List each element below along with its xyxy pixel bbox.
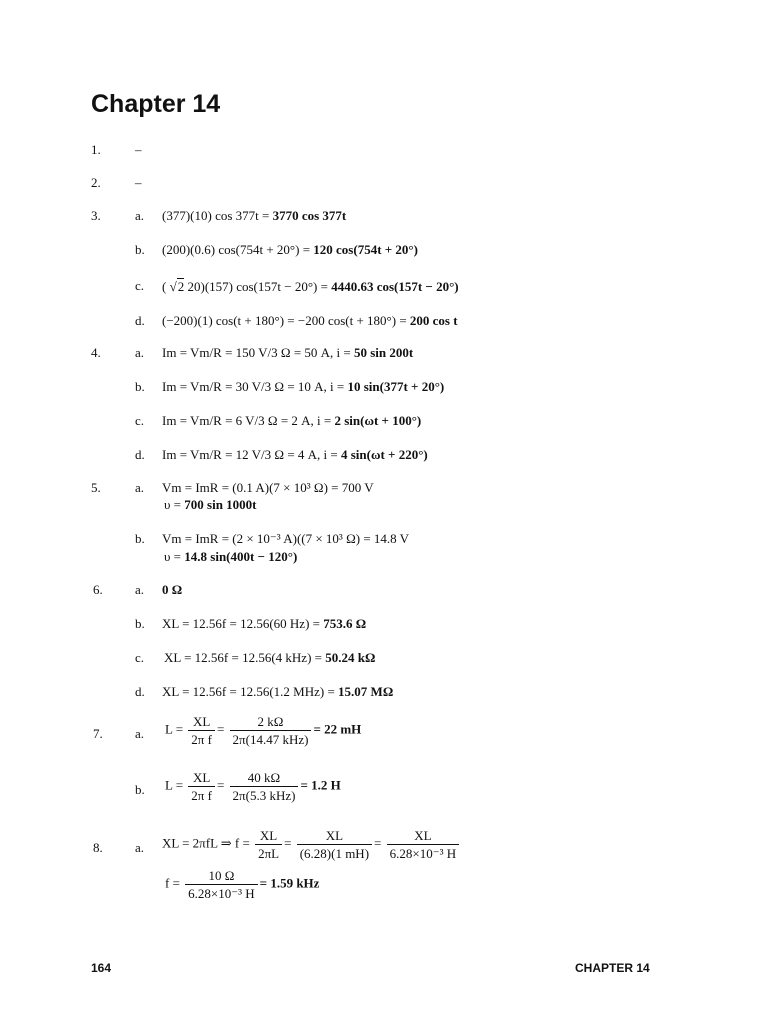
part-letter: d. xyxy=(135,447,145,462)
equation: Im = Vm/R = 150 V/3 Ω = 50 A, i = 50 sin 200t xyxy=(162,345,414,360)
part-letter: b. xyxy=(135,379,145,394)
problem-number: 1. xyxy=(91,142,101,157)
problem-number: 4. xyxy=(91,345,101,360)
equation: υ = 700 sin 1000t xyxy=(164,497,257,512)
part-letter: b. xyxy=(135,531,145,546)
part-letter: b. xyxy=(135,242,145,257)
problem-8a-equation: XL = 2πfL ⇒ f = $\frac{XL}{2\pi L}$ = $\frac{XL}{(6.28)(1 mH)}$ = $\frac{XL}{\text{6.28×10⁻³ H}}$ xyxy=(162,828,461,861)
part-letter: a. xyxy=(135,726,145,741)
part-letter: c. xyxy=(135,278,145,293)
equation: (200)(0.6) cos(754t + 20°) = 120 cos(754t + 20°) xyxy=(162,242,418,257)
part-letter: a. xyxy=(135,345,145,360)
part-letter: a. xyxy=(135,480,145,495)
equation: Vm = ImR = (0.1 A)(7 × 10³ Ω) = 700 V xyxy=(162,480,374,495)
part-letter: b. xyxy=(135,616,145,631)
equation: XL = 12.56f = 12.56(60 Hz) = 753.6 Ω xyxy=(162,616,367,631)
answer-text: – xyxy=(135,175,142,190)
equation: (377)(10) cos 377t = 3770 cos 377t xyxy=(162,208,347,223)
fraction: $\frac{XL}{\text{2π f}}$ xyxy=(188,714,215,747)
equation: (−200)(1) cos(t + 180°) = −200 cos(t + 180°) = 200 cos t xyxy=(162,313,458,328)
fraction: $\frac{10 \Omega}{\text{6.28×10⁻³ H}}$ xyxy=(185,868,257,901)
part-letter: a. xyxy=(135,582,145,597)
problem-number: 7. xyxy=(93,726,103,741)
answer-text: – xyxy=(135,142,142,157)
problem-8a-result: f = $\frac{10 \Omega}{\text{6.28×10⁻³ H}}$ = 1.59 kHz xyxy=(165,868,320,901)
chapter-label: CHAPTER 14 xyxy=(575,961,650,975)
part-letter: d. xyxy=(135,313,145,328)
problem-7b-equation: L = $\frac{XL}{\text{2π f}}$ = $\frac{40 k\Omega}{\text{2π(5.3 kHz)}}$ = 1.2 H xyxy=(165,770,341,803)
fraction: $\frac{40 k\Omega}{\text{2π(5.3 kHz)}}$ xyxy=(230,770,299,803)
equation: Im = Vm/R = 6 V/3 Ω = 2 A, i = 2 sin(ωt + 100°) xyxy=(162,413,422,428)
part-letter: a. xyxy=(135,208,145,223)
equation: υ = 14.8 sin(400t − 120°) xyxy=(164,549,298,564)
problem-number: 5. xyxy=(91,480,101,495)
equation: 0 Ω xyxy=(162,582,183,597)
equation: XL = 12.56f = 12.56(4 kHz) = 50.24 kΩ xyxy=(164,650,376,665)
equation: ( √2 20)(157) cos(157t − 20°) = 4440.63 cos(157t − 20°) xyxy=(162,279,459,294)
fraction: $\frac{2 k\Omega}{\text{2π(14.47 kHz)}}$ xyxy=(230,714,312,747)
equation: Im = Vm/R = 30 V/3 Ω = 10 A, i = 10 sin(377t + 20°) xyxy=(162,379,445,394)
part-letter: a. xyxy=(135,840,145,855)
equation: Vm = ImR = (2 × 10⁻³ A)((7 × 10³ Ω) = 14.8 V xyxy=(162,531,410,546)
part-letter: c. xyxy=(135,413,145,428)
part-letter: d. xyxy=(135,684,145,699)
problem-7a-equation: L = $\frac{XL}{\text{2π f}}$ = $\frac{2 k\Omega}{\text{2π(14.47 kHz)}}$ = 22 mH xyxy=(165,714,362,747)
fraction: $\frac{XL}{2\pi L}$ xyxy=(255,828,282,861)
equation: XL = 12.56f = 12.56(1.2 MHz) = 15.07 MΩ xyxy=(162,684,394,699)
equation: Im = Vm/R = 12 V/3 Ω = 4 A, i = 4 sin(ωt + 220°) xyxy=(162,447,428,462)
fraction: $\frac{XL}{(6.28)(1 mH)}$ xyxy=(297,828,372,861)
fraction: $\frac{XL}{\text{2π f}}$ xyxy=(188,770,215,803)
problem-number: 6. xyxy=(93,582,103,597)
chapter-title: Chapter 14 xyxy=(91,90,221,118)
page-number: 164 xyxy=(91,961,112,975)
fraction: $\frac{XL}{\text{6.28×10⁻³ H}}$ xyxy=(387,828,459,861)
problem-number: 2. xyxy=(91,175,101,190)
part-letter: c. xyxy=(135,650,145,665)
problem-number: 8. xyxy=(93,840,103,855)
problem-number: 3. xyxy=(91,208,101,223)
part-letter: b. xyxy=(135,782,145,797)
